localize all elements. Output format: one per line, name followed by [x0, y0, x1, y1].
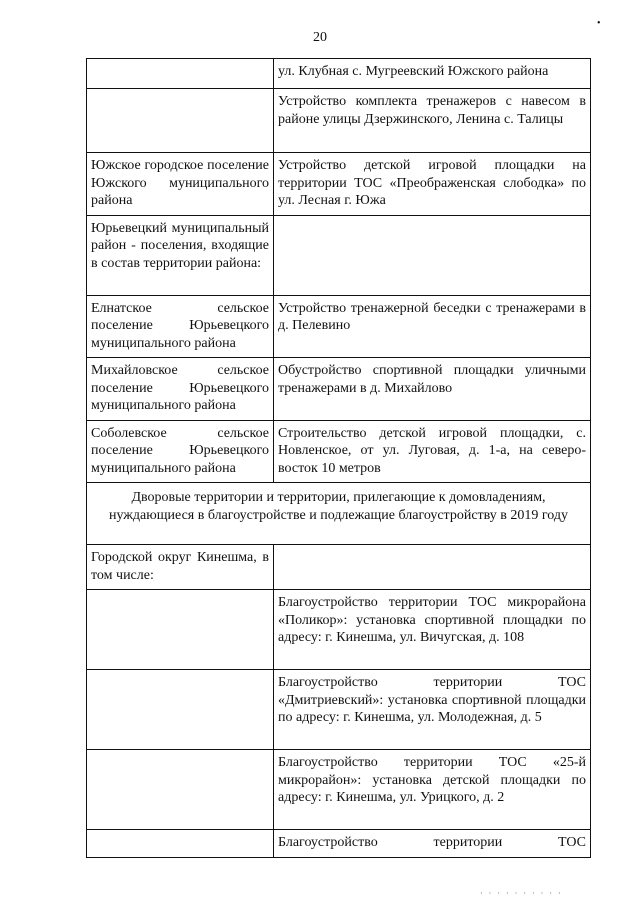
project-cell: Устройство детской игровой площадки на территории ТОС «Преображенская слободка» по ул. Лесная г. Южа: [274, 153, 591, 216]
scan-mark: •: [597, 18, 601, 29]
municipality-cell: Соболевское сельское поселение Юрьевецкого муниципального района: [87, 420, 274, 483]
municipality-cell: [87, 670, 274, 750]
municipality-cell: Юрьевецкий муниципальный район - поселения, входящие в состав территории района:: [87, 215, 274, 295]
table-row: [87, 545, 591, 590]
table-row: [87, 358, 591, 421]
municipality-cell: Елнатское сельское поселение Юрьевецкого муниципального района: [87, 295, 274, 358]
table-row: [87, 215, 591, 295]
table-row: [87, 420, 591, 483]
municipality-cell: [87, 590, 274, 670]
municipality-cell: Городской округ Кинешма, в том числе:: [87, 545, 274, 590]
table-row: [87, 59, 591, 89]
municipality-cell: [87, 89, 274, 153]
improvement-table: [86, 58, 591, 858]
table-row: [87, 89, 591, 153]
project-cell: Благоустройство территории ТОС: [274, 830, 591, 858]
project-cell: Обустройство спортивной площадки уличными тренажерами в д. Михайлово: [274, 358, 591, 421]
project-cell: Устройство тренажерной беседки с тренажерами в д. Пелевино: [274, 295, 591, 358]
municipality-cell: [87, 750, 274, 830]
municipality-cell: [87, 830, 274, 858]
section-header-row: [87, 483, 591, 545]
table-row: [87, 750, 591, 830]
project-cell: [274, 215, 591, 295]
scan-artifact-dots: · · · · · · · · · ·: [480, 889, 563, 898]
project-cell: Благоустройство территории ТОС «Дмитриевский»: установка спортивной площадки по адресу: г. Кинешма, ул. Молодежная, д. 5: [274, 670, 591, 750]
project-cell: [274, 545, 591, 590]
project-cell: Благоустройство территории ТОС «25-й микрорайон»: установка детской площадки по адресу: г. Кинешма, ул. Урицкого, д. 2: [274, 750, 591, 830]
municipality-cell: [87, 59, 274, 89]
table-row: [87, 830, 591, 858]
project-cell: Устройство комплекта тренажеров с навесом в районе улицы Дзержинского, Ленина с. Талицы: [274, 89, 591, 153]
municipality-cell: Михайловское сельское поселение Юрьевецкого муниципального района: [87, 358, 274, 421]
project-cell: Строительство детской игровой площадки, с. Новленское, от ул. Луговая, д. 1-а, на северо-восток 10 метров: [274, 420, 591, 483]
table-row: [87, 590, 591, 670]
project-cell: ул. Клубная с. Мугреевский Южского района: [274, 59, 591, 89]
table-row: [87, 153, 591, 216]
table-row: [87, 295, 591, 358]
section-header: Дворовые территории и территории, прилегающие к домовладениям, нуждающиеся в благоустройстве и подлежащие благоустройству в 2019 году: [87, 483, 591, 545]
table-row: [87, 670, 591, 750]
project-cell: Благоустройство территории ТОС микрорайона «Поликор»: установка спортивной площадки по адресу: г. Кинешма, ул. Вичугская, д. 108: [274, 590, 591, 670]
page-number: 20: [313, 30, 327, 45]
municipality-cell: Южское городское поселение Южского муниципального района: [87, 153, 274, 216]
